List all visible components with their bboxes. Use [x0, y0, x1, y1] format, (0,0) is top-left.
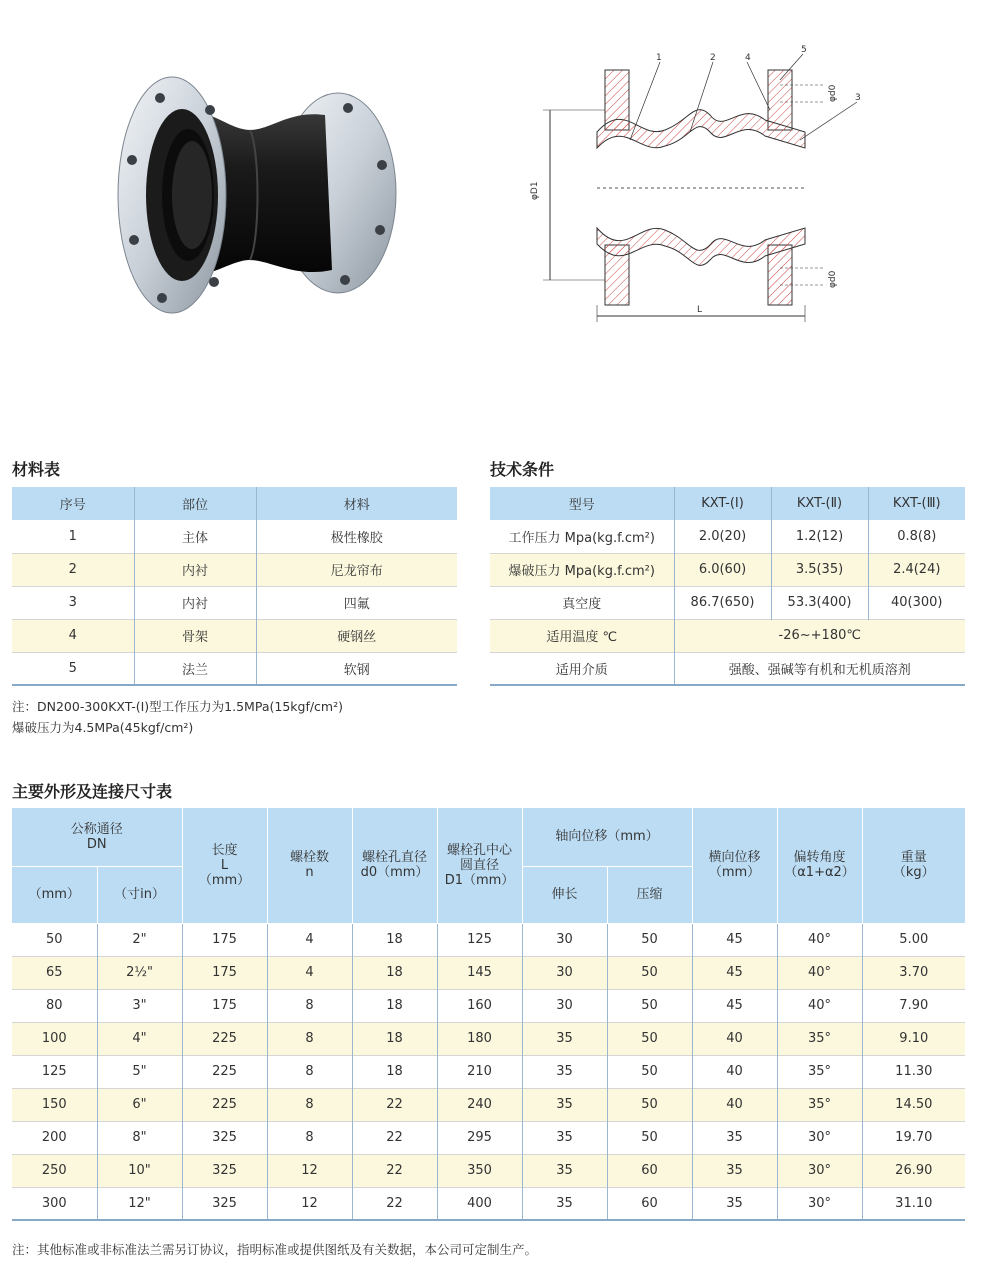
header-text: d0（mm）: [360, 865, 429, 881]
table-row: [12, 1022, 965, 1055]
header-weight: [862, 808, 965, 923]
table-cell: 50: [607, 989, 692, 1022]
table-cell: 145: [437, 956, 522, 989]
d1-label: φD1: [530, 181, 540, 200]
table-cell: 35: [522, 1088, 607, 1121]
table-cell: 35: [522, 1154, 607, 1187]
note-line: 爆破压力为4.5MPa(45kgf/cm²): [12, 720, 194, 735]
header-text: 长度: [211, 842, 238, 858]
footer-note: 注：其他标准或非标准法兰需另订协议，指明标准或提供图纸及有关数据，本公司可定制生产。: [12, 1242, 538, 1257]
table-cell: 35: [692, 1154, 777, 1187]
tech-title: 技术条件: [490, 460, 555, 479]
table-row: [12, 586, 457, 619]
table-cell: 30: [522, 989, 607, 1022]
table-cell: 8: [267, 1088, 352, 1121]
header-length: [182, 808, 267, 923]
table-cell: 22: [352, 1154, 437, 1187]
table-cell: 40°: [777, 923, 862, 956]
table-cell: 50: [607, 1088, 692, 1121]
table-cell: 35°: [777, 1055, 862, 1088]
table-cell: 30: [522, 923, 607, 956]
table-cell: 11.30: [895, 1064, 933, 1079]
note-line: 注：DN200-300KXT-(Ⅰ)型工作压力为1.5MPa(15kgf/cm²): [12, 699, 343, 714]
cross-section-drawing: [525, 40, 870, 330]
table-cell: 5": [97, 1055, 182, 1088]
header-bolt-circle: [437, 808, 522, 923]
table-cell: 125: [437, 923, 522, 956]
table-cell: 22: [352, 1187, 437, 1220]
table-row: [12, 1154, 965, 1187]
table-row: [490, 586, 965, 619]
table-cell: 8: [267, 1121, 352, 1154]
table-cell: 四氟: [343, 597, 370, 612]
table-cell: 35°: [777, 1022, 862, 1055]
table-cell: 5: [12, 652, 134, 685]
table-cell: 40°: [777, 956, 862, 989]
table-cell: 50: [607, 923, 692, 956]
header-cell: 型号: [490, 487, 674, 520]
table-row: [490, 553, 965, 586]
table-cell: 18: [352, 1022, 437, 1055]
table-cell: 35: [522, 1121, 607, 1154]
header-text: （mm）: [198, 872, 251, 888]
table-cell: 325: [182, 1121, 267, 1154]
table-cell: 65: [12, 956, 97, 989]
table-cell: 40: [692, 1088, 777, 1121]
header-compress: 压缩: [607, 866, 692, 923]
table-row: [490, 619, 965, 652]
table-cell: 4: [267, 956, 352, 989]
table-cell: 180: [437, 1022, 522, 1055]
header-mm: （mm）: [12, 866, 97, 923]
table-cell: 400: [437, 1187, 522, 1220]
header-text: L: [220, 857, 229, 873]
table-cell: 225: [182, 1055, 267, 1088]
header-text: 公称通径: [70, 821, 123, 837]
table-cell: 31.10: [895, 1195, 933, 1211]
table-cell: 8: [267, 1022, 352, 1055]
table-row: [12, 553, 457, 586]
table-cell: 125: [12, 1055, 97, 1088]
header-text: 螺栓孔直径: [362, 850, 428, 866]
table-cell: 18: [352, 1055, 437, 1088]
table-cell: 8": [97, 1121, 182, 1154]
header-deflection: [777, 808, 862, 923]
header-text: DN: [86, 836, 107, 852]
product-photo: [110, 70, 410, 320]
table-cell: 300: [12, 1187, 97, 1220]
table-cell: 35: [692, 1187, 777, 1220]
table-cell: 6": [97, 1088, 182, 1121]
table-cell: 3.5(35): [771, 553, 868, 586]
table-cell: 35: [692, 1121, 777, 1154]
table-row: [12, 956, 965, 989]
table-cell: 4: [12, 619, 134, 652]
table-cell: 30°: [777, 1121, 862, 1154]
table-cell: 50: [607, 1055, 692, 1088]
table-cell: 22: [352, 1088, 437, 1121]
header-text: 螺栓数: [290, 850, 330, 866]
table-cell: 4": [97, 1022, 182, 1055]
dimensions-table: [12, 808, 965, 1221]
table-row: [12, 619, 457, 652]
materials-note: [12, 696, 343, 738]
table-cell: 26.90: [862, 1154, 965, 1187]
table-cell: 40: [692, 1022, 777, 1055]
table-cell: 2: [12, 553, 134, 586]
table-cell: 30°: [777, 1187, 862, 1220]
table-cell: 210: [437, 1055, 522, 1088]
dimensions-title: 主要外形及连接尺寸表: [12, 782, 173, 801]
header-text: （kg）: [892, 865, 935, 881]
table-cell: 2": [97, 923, 182, 956]
callout-4: 4: [745, 53, 751, 63]
table-cell: 325: [182, 1154, 267, 1187]
table-cell: 12": [97, 1187, 182, 1220]
header-text: D1（mm）: [444, 872, 515, 888]
table-cell: 9.10: [862, 1022, 965, 1055]
table-cell: 1.2(12): [771, 520, 868, 553]
table-cell: 35: [522, 1187, 607, 1220]
table-cell: 225: [182, 1088, 267, 1121]
table-cell: 50: [607, 1121, 692, 1154]
callout-2: 2: [710, 53, 716, 63]
header-nominal: [12, 808, 182, 866]
header-cell: 材料: [256, 487, 457, 520]
row-label: 爆破压力 Mpa(kg.f.cm²): [490, 553, 674, 586]
table-cell: 175: [182, 956, 267, 989]
table-cell: 175: [182, 989, 267, 1022]
header-cell: KXT-(Ⅱ): [771, 487, 868, 520]
header-cell: KXT-(Ⅲ): [868, 487, 965, 520]
table-cell: 86.7(650): [674, 586, 771, 619]
table-cell: 60: [607, 1154, 692, 1187]
row-label: 适用温度 ℃: [490, 619, 674, 652]
row-label: 适用介质: [490, 652, 674, 685]
table-cell: 30°: [777, 1154, 862, 1187]
table-cell: 175: [182, 923, 267, 956]
callout-3: 3: [855, 93, 861, 103]
table-cell: 3.70: [862, 956, 965, 989]
table-cell: 295: [437, 1121, 522, 1154]
table-cell: 软钢: [343, 662, 370, 678]
header-bolts: [267, 808, 352, 923]
table-cell: 极性橡胶: [330, 530, 383, 546]
merged-cell: -26~+180℃: [674, 619, 965, 652]
header-text: 螺栓孔中心: [447, 842, 513, 858]
table-cell: 30: [522, 956, 607, 989]
table-header-row: [490, 487, 965, 520]
table-cell: 硬钢丝: [256, 619, 457, 652]
table-row: [12, 989, 965, 1022]
header-text: 重量: [900, 850, 927, 866]
table-cell: 45: [692, 956, 777, 989]
table-cell: 40(300): [891, 595, 943, 610]
table-cell: 40: [692, 1055, 777, 1088]
table-cell: 40°: [777, 989, 862, 1022]
table-cell: 3": [97, 989, 182, 1022]
row-label: 工作压力 Mpa(kg.f.cm²): [490, 520, 674, 553]
table-header-row: [12, 808, 965, 866]
header-text: 圆直径: [460, 857, 500, 873]
table-cell: 18: [352, 989, 437, 1022]
table-cell: 22: [352, 1121, 437, 1154]
d0-label-bottom: φd0: [828, 270, 838, 288]
table-cell: 35°: [777, 1088, 862, 1121]
table-cell: 100: [12, 1022, 97, 1055]
table-cell: 53.3(400): [771, 586, 868, 619]
header-axial: 轴向位移（mm）: [522, 808, 692, 866]
table-cell: 45: [692, 989, 777, 1022]
table-cell: 5.00: [899, 932, 929, 947]
table-cell: 12: [267, 1154, 352, 1187]
materials-title: 材料表: [12, 460, 61, 479]
header-cell: KXT-(Ⅰ): [674, 487, 771, 520]
table-cell: 225: [182, 1022, 267, 1055]
table-cell: 60: [607, 1187, 692, 1220]
table-row: [12, 652, 457, 685]
table-cell: 1: [12, 520, 134, 553]
table-cell: 80: [12, 989, 97, 1022]
table-cell: 8: [267, 1055, 352, 1088]
table-cell: 50: [607, 956, 692, 989]
table-row: [12, 520, 457, 553]
table-cell: 2.0(20): [674, 520, 771, 553]
header-cell: 序号: [12, 487, 134, 520]
callout-1: 1: [656, 53, 662, 63]
table-row: [12, 1088, 965, 1121]
table-cell: 18: [352, 923, 437, 956]
materials-table: [12, 487, 457, 686]
table-cell: 2.4(24): [868, 553, 965, 586]
table-cell: 50: [607, 1022, 692, 1055]
l-label: L: [697, 305, 703, 315]
header-extend: 伸长: [522, 866, 607, 923]
header-cell: 部位: [134, 487, 256, 520]
table-cell: 45: [692, 923, 777, 956]
table-cell: 尼龙帘布: [256, 553, 457, 586]
table-cell: 2½": [97, 956, 182, 989]
table-cell: 内衬: [134, 586, 256, 619]
table-row: [490, 520, 965, 553]
callout-5: 5: [801, 45, 807, 55]
table-cell: 12: [267, 1187, 352, 1220]
table-cell: 0.8(8): [897, 528, 937, 544]
tech-conditions-table: [490, 487, 965, 686]
table-row: [12, 1055, 965, 1088]
table-cell: 250: [12, 1154, 97, 1187]
table-cell: 18: [352, 956, 437, 989]
header-inch: （寸in）: [97, 866, 182, 923]
table-cell: 150: [12, 1088, 97, 1121]
table-cell: 主体: [134, 520, 256, 553]
table-cell: 14.50: [862, 1088, 965, 1121]
table-row: [490, 652, 965, 685]
header-text: 偏转角度: [793, 850, 846, 866]
table-cell: 240: [437, 1088, 522, 1121]
table-cell: 35: [522, 1022, 607, 1055]
merged-cell: 强酸、强碱等有机和无机质溶剂: [728, 662, 911, 678]
table-row: [12, 1187, 965, 1220]
header-text: n: [305, 865, 314, 881]
header-lateral: [692, 808, 777, 923]
table-cell: 4: [267, 923, 352, 956]
table-cell: 35: [522, 1055, 607, 1088]
d0-label-top: φd0: [828, 84, 838, 102]
table-cell: 50: [12, 923, 97, 956]
table-cell: 8: [267, 989, 352, 1022]
table-cell: 3: [12, 586, 134, 619]
table-row: [12, 923, 965, 956]
table-header-row: [12, 487, 457, 520]
table-cell: 200: [12, 1121, 97, 1154]
table-cell: 6.0(60): [674, 553, 771, 586]
table-cell: 350: [437, 1154, 522, 1187]
header-text: 横向位移: [708, 850, 761, 866]
table-cell: 19.70: [895, 1130, 933, 1145]
table-cell: 160: [437, 989, 522, 1022]
table-cell: 325: [182, 1187, 267, 1220]
table-cell: 骨架: [134, 619, 256, 652]
table-cell: 法兰: [134, 652, 256, 685]
table-cell: 内衬: [134, 553, 256, 586]
header-text: （α1+α2）: [784, 865, 855, 881]
table-cell: 7.90: [899, 998, 929, 1013]
table-cell: 10": [97, 1154, 182, 1187]
header-bolt-hole: [352, 808, 437, 923]
header-text: （mm）: [708, 865, 761, 881]
row-label: 真空度: [490, 586, 674, 619]
table-row: [12, 1121, 965, 1154]
